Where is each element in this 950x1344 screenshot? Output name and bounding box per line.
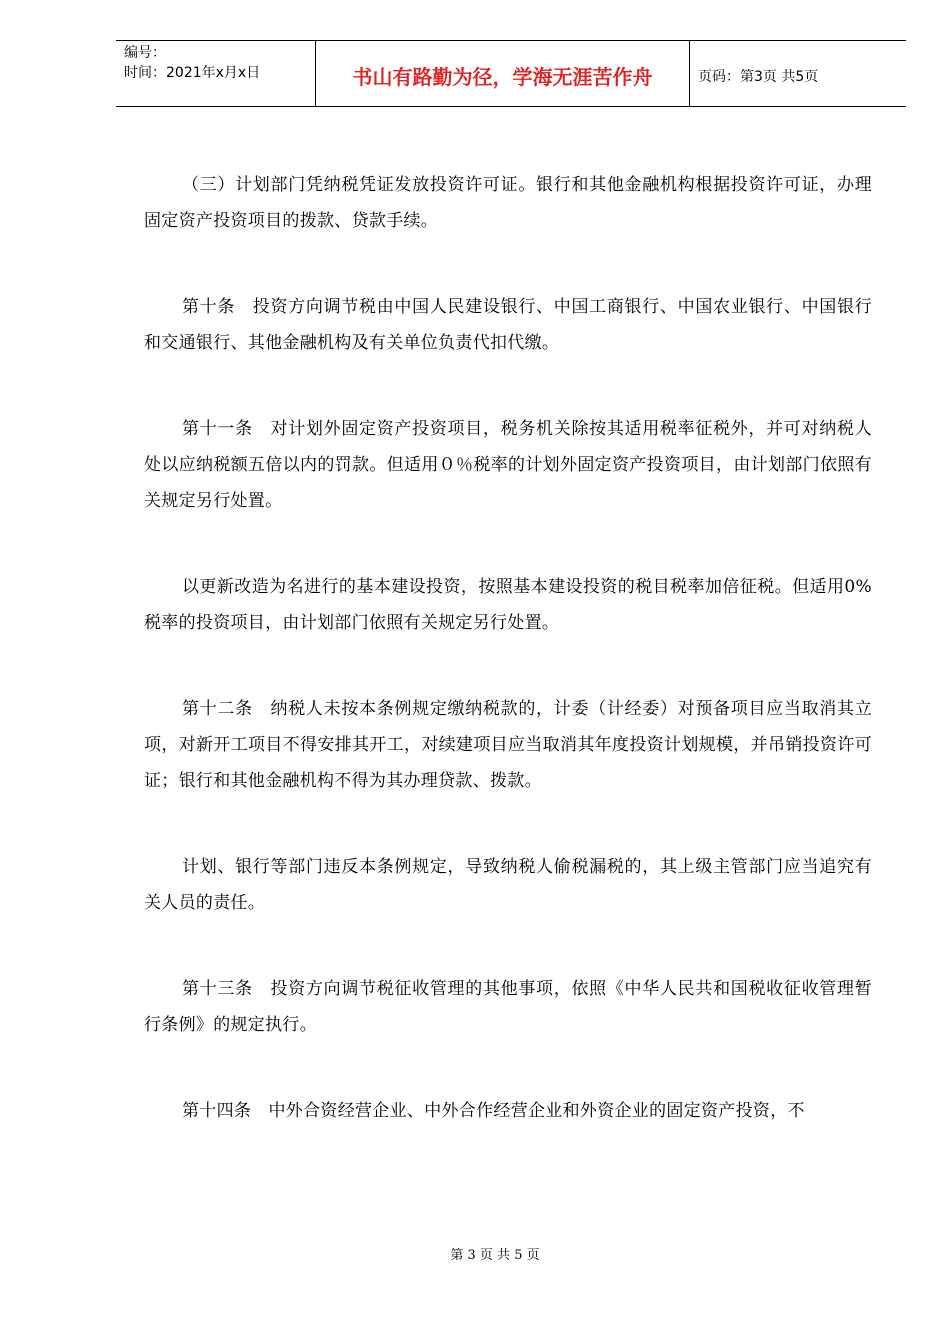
header-motto: 书山有路勤为径，学海无涯苦作舟 (316, 41, 690, 106)
document-body (144, 167, 872, 1179)
paragraph: 第十二条 纳税人未按本条例规定缴纳税款的，计委（计经委）对预备项目应当取消其立项，对新开工项目不得安排其开工，对续建项目应当取消其年度投资计划规模，并吊销投资许可证；银行和其他金融机构不得为其办理贷款、拨款。 (144, 699, 872, 791)
paragraph: 以更新改造为名进行的基本建设投资，按照基本建设投资的税目税率加倍征税。但适用0%税率的投资项目，由计划部门依照有关规定另行处置。 (144, 577, 872, 633)
header-meta (116, 41, 316, 106)
header-page-info: 页码：第3页 共5页 (698, 68, 819, 85)
paragraph: 第十三条 投资方向调节税征收管理的其他事项，依照《中华人民共和国税收征收管理暂行条例》的规定执行。 (144, 979, 872, 1035)
paragraph: 第十一条 对计划外固定资产投资项目，税务机关除按其适用税率征税外，并可对纳税人处以应纳税额五倍以内的罚款。但适用０％税率的计划外固定资产投资项目，由计划部门依照有关规定另行处置。 (144, 419, 872, 511)
page-header (116, 40, 906, 107)
document-time-label: 时间：2021年x月x日 (124, 65, 261, 81)
page-footer: 第 3 页 共 5 页 (450, 1248, 540, 1263)
paragraph: 第十条 投资方向调节税由中国人民建设银行、中国工商银行、中国农业银行、中国银行和交通银行、其他金融机构及有关单位负责代扣代缴。 (144, 297, 872, 353)
document-number-label: 编号： (124, 45, 166, 61)
paragraph: 计划、银行等部门违反本条例规定，导致纳税人偷税漏税的，其上级主管部门应当追究有关人员的责任。 (144, 857, 872, 913)
paragraph: （三）计划部门凭纳税凭证发放投资许可证。银行和其他金融机构根据投资许可证，办理固定资产投资项目的拨款、贷款手续。 (144, 175, 872, 231)
paragraph: 第十四条 中外合资经营企业、中外合作经营企业和外资企业的固定资产投资，不 (182, 1101, 805, 1121)
